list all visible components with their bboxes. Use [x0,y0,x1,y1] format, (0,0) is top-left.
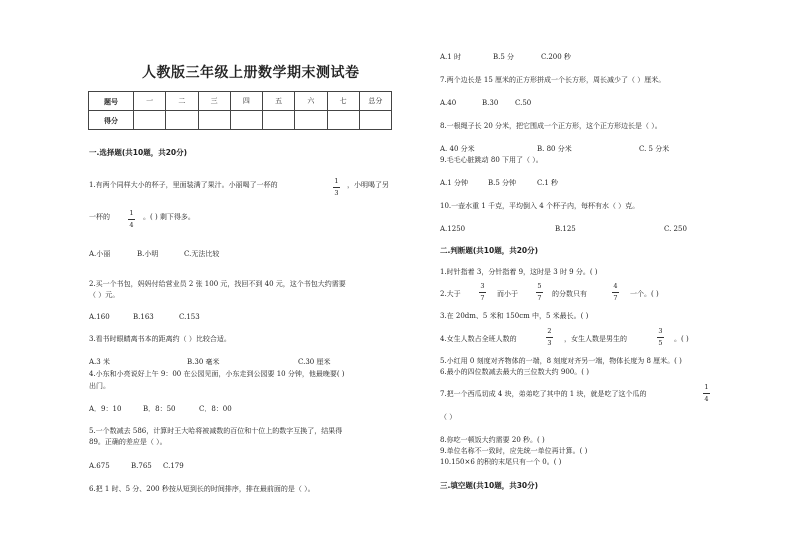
option-b[interactable]: B.765 [131,462,152,470]
question-5-text-b: 89。正确的差应是（ ）。 [89,438,167,446]
fraction-denominator: 7 [480,293,485,302]
fraction-denominator: 7 [537,293,542,302]
question-4-text-b: 出门。 [89,382,110,390]
section-heading-choice: 一.选择题(共10题，共20分) [89,148,188,157]
table-header-cell: 五 [263,92,295,111]
fraction-numerator: 4 [613,282,618,290]
table-header-cell: 三 [198,92,230,111]
question-4-text: 4.小东和小亮说好上午 9：00 在公园见面，小东走到公园要 10 分钟，他最晚要( ) [89,370,345,378]
option-b[interactable]: B. 80 分米 [537,145,572,153]
score-cell[interactable] [198,111,230,130]
table-header-cell: 二 [166,92,198,111]
fraction-numerator: 3 [658,327,663,335]
score-cell[interactable] [327,111,359,130]
score-cell[interactable] [295,111,327,130]
question-2-text-b: （ ）元。 [89,291,120,299]
fraction-bar [657,337,664,338]
judge-1-text: 1.时针指着 3，分针指着 9，这时是 3 时 9 分。( ) [440,268,598,276]
option-c[interactable]: C.30 厘米 [298,358,331,366]
table-header-cell: 六 [295,92,327,111]
fraction-numerator: 1 [704,383,709,391]
option-c[interactable]: C.1 秒 [537,179,559,187]
option-b[interactable]: B.125 [555,225,576,233]
fraction-2-3 [546,328,553,346]
fraction-denominator: 3 [547,338,552,347]
option-c[interactable]: C.50 [515,99,532,107]
option-a[interactable]: A.3 米 [89,358,110,366]
question-9-text: 9.毛毛心脏跳动 80 下用了（ ）。 [440,156,543,164]
fraction-denominator: 4 [129,220,134,229]
score-cell[interactable] [230,111,262,130]
fraction-bar [128,219,135,220]
option-c[interactable]: C. 5 分米 [639,145,670,153]
question-1-text: 1.有两个同样大小的杯子，里面装满了果汁。小丽喝了一杯的 [89,181,278,189]
question-5-text: 5.一个数减去 586，计算时王大哈将被减数的百位和十位上的数字互换了，结果得 [89,427,343,435]
fraction-bar [536,292,543,293]
fraction-4-7 [612,283,619,301]
fraction-denominator: 7 [613,293,618,302]
section-heading-fill: 三.填空题(共10题，共30分) [440,481,539,490]
option-a[interactable]: A．9：10 [89,405,122,413]
score-cell[interactable] [166,111,198,130]
fraction-bar [703,393,710,394]
fraction-3-7 [479,283,486,301]
judge-7-text-b: （ ） [440,413,457,421]
fraction-numerator: 2 [547,327,552,335]
question-3-text: 3.看书时眼睛离书本的距离约（ ）比较合适。 [89,335,231,343]
table-header-cell: 七 [327,92,359,111]
option-a[interactable]: A.1 时 [440,53,461,61]
fraction-bar [546,337,553,338]
question-1-text-b: ，小明喝了另 [347,181,389,189]
score-table [88,91,392,130]
option-a[interactable]: A. 40 分米 [440,145,475,153]
judge-2-text-d: 一个。( ) [630,290,659,298]
option-a[interactable]: A.1250 [440,225,466,233]
question-8-text: 8.一根绳子长 20 分米，把它围成一个正方形，这个正方形边长是（ ）。 [440,122,662,130]
section-heading-judge: 二.判断题(共10题，共20分) [440,246,539,255]
fraction-5-7 [536,283,543,301]
option-c[interactable]: C.179 [163,462,184,470]
option-b[interactable]: B.30 [482,99,499,107]
table-header-cell: 一 [134,92,166,111]
page-title: 人教版三年级上册数学期末测试卷 [142,65,360,81]
option-c[interactable]: C.无法比较 [184,250,220,258]
option-b[interactable]: B.163 [133,313,154,321]
judge-4-text-b: ，女生人数是男生的 [564,335,627,343]
option-a[interactable]: A.160 [89,313,110,321]
fraction-denominator: 5 [658,338,663,347]
judge-2-text-b: 而小于 [497,290,518,298]
option-b[interactable]: B．8：50 [143,405,176,413]
judge-2-text: 2.大于 [440,290,461,298]
option-a[interactable]: A.小丽 [89,250,111,258]
question-10-text: 10.一壶水重 1 千克，平均倒入 4 个杯子内，每杯有水（ ）克。 [440,202,640,210]
fraction-numerator: 1 [334,177,339,185]
option-c[interactable]: C.153 [179,313,200,321]
option-b[interactable]: B.小明 [137,250,159,258]
option-c[interactable]: C. 250 [664,225,687,233]
question-7-text: 7.两个边长是 15 厘米的正方形拼成一个长方形，周长减少了（ ）厘米。 [440,76,666,84]
judge-7-text: 7.把一个西瓜切成 4 块，弟弟吃了其中的 1 块，就是吃了这个瓜的 [440,390,647,398]
question-1-text-d: 。( ) 剩下得多。 [143,213,195,221]
table-score-row [89,111,392,130]
score-cell[interactable] [134,111,166,130]
table-header-row [89,92,392,111]
judge-10-text: 10.150×6 的积的末尾只有一个 0。( ) [440,458,562,466]
judge-8-text: 8.你吃一顿饭大约需要 20 秒。( ) [440,436,545,444]
option-b[interactable]: B.30 毫米 [187,358,220,366]
table-header-cell: 总分 [359,92,391,111]
judge-5-text: 5.小红用 0 刻度对齐物体的一端，8 刻度对齐另一端，物体长度为 8 厘米。( ) [440,357,682,365]
fraction-denominator: 3 [334,188,339,197]
score-cell[interactable] [359,111,391,130]
option-a[interactable]: A.1 分钟 [440,179,468,187]
fraction-numerator: 1 [129,209,134,217]
judge-6-text: 6.最小的四位数减去最大的三位数大约 900。( ) [440,368,589,376]
question-1-text-c: 一杯的 [89,213,110,221]
option-a[interactable]: A.40 [440,99,457,107]
option-c[interactable]: C．8：00 [199,405,232,413]
fraction-1-4 [703,384,710,402]
option-c[interactable]: C.200 秒 [541,53,571,61]
fraction-1-3 [333,178,340,196]
table-header-cell: 四 [230,92,262,111]
score-cell[interactable] [263,111,295,130]
option-b[interactable]: B.5 分钟 [488,179,517,187]
option-b[interactable]: B.5 分 [493,53,515,61]
judge-3-text: 3.在 20dm、5 米和 150cm 中，5 米最长。( ) [440,312,589,320]
fraction-numerator: 5 [537,282,542,290]
table-header-cell: 题号 [89,92,134,111]
fraction-denominator: 4 [704,394,709,403]
judge-9-text: 9.单位名称不一致时，应先统一单位再计算。( ) [440,447,588,455]
fraction-numerator: 3 [480,282,485,290]
table-row-label: 得分 [89,111,134,130]
fraction-bar [612,292,619,293]
fraction-1-4 [128,210,135,228]
fraction-bar [479,292,486,293]
fraction-bar [333,187,340,188]
question-6-text: 6.把 1 时、5 分、200 秒按从短到长的时间排序，排在最前面的是（ ）。 [89,485,315,493]
fraction-3-5 [657,328,664,346]
judge-4-text: 4.女生人数占全班人数的 [440,335,517,343]
option-a[interactable]: A.675 [89,462,110,470]
question-2-text: 2.买一个书包，妈妈付给营业员 2 张 100 元，找回不到 40 元，这个书包大约需要 [89,280,346,288]
judge-2-text-c: 的分数只有 [552,290,587,298]
judge-4-text-c: 。( ) [674,335,689,343]
